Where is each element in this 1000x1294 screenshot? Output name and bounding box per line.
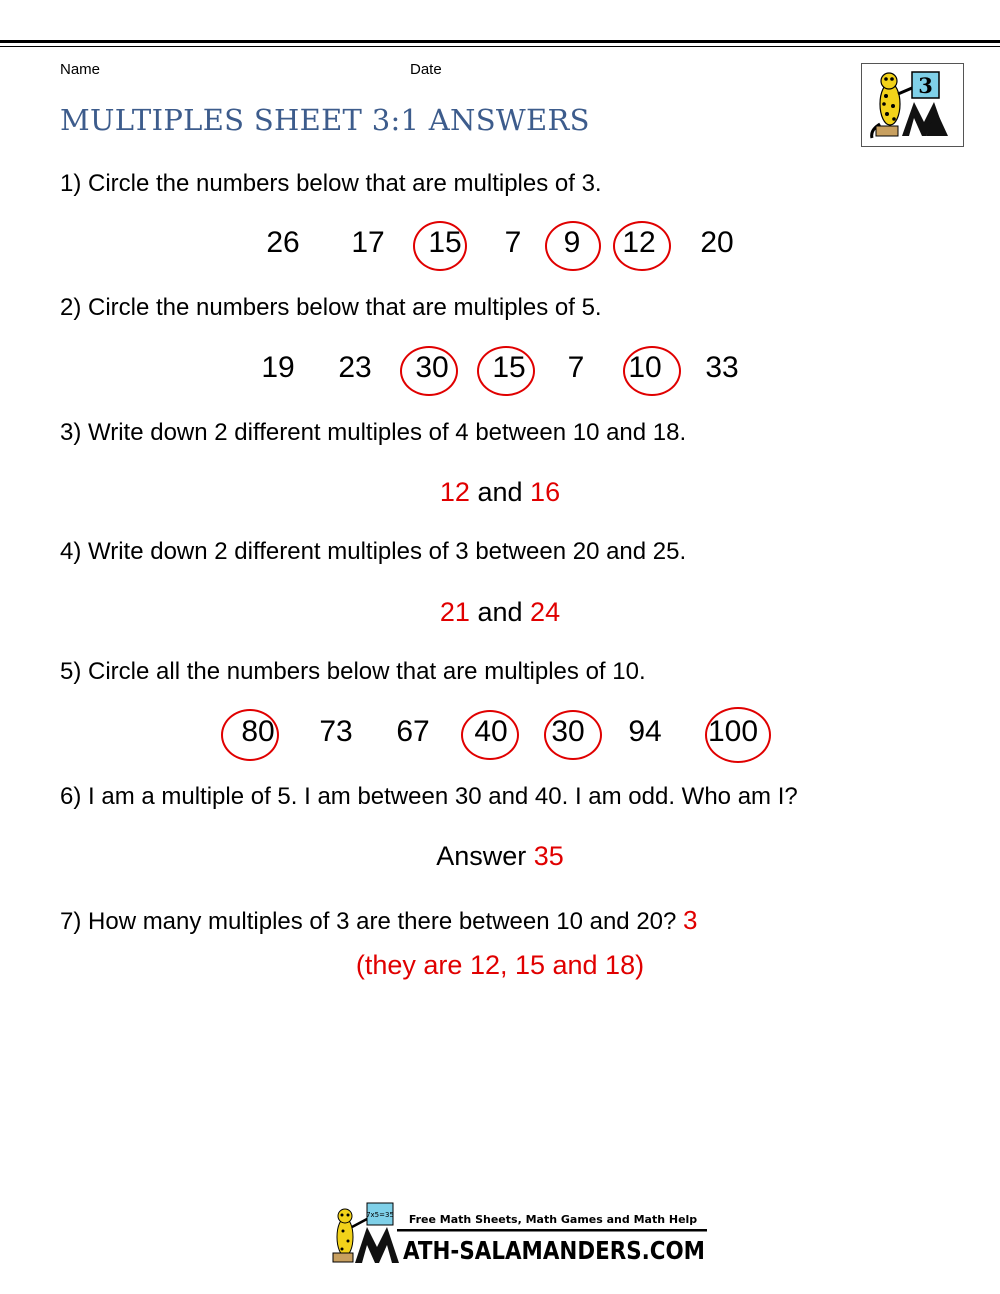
number-circled: 40 [474,715,508,748]
answer-value: 3 [683,905,698,935]
number-circled: 30 [551,715,585,748]
number: 17 [351,226,385,259]
answer-circle [400,346,458,396]
date-label: Date [410,61,442,78]
answer-circle [477,346,535,396]
number: 7 [567,351,585,384]
top-rule [0,40,1000,43]
answer-circle [623,346,681,396]
answer-value: 12 [439,477,470,507]
answer-value: 16 [530,477,561,507]
number-circled: 15 [428,226,462,259]
answer-6 [0,841,1000,872]
answer-circle [544,710,602,760]
top-rule-thin [0,46,1000,47]
answer-circle [545,221,601,271]
sheet-title: MULTIPLES SHEET 3:1 ANSWERS [60,103,590,137]
number: 20 [700,226,734,259]
answer-value: 24 [530,597,561,627]
number-circled: 100 [707,715,759,748]
answer-value: 21 [439,597,470,627]
footer-logo [325,1203,710,1265]
number: 26 [266,226,300,259]
answer-joiner: and [477,477,523,507]
number: 73 [319,715,353,748]
grade-number: 3 [918,73,933,98]
answer-7-explanation [0,950,1000,981]
answer-3 [0,477,1000,508]
number: 67 [396,715,430,748]
footer-tagline: Free Math Sheets, Math Games and Math Help [408,1213,698,1226]
question-6: 6) I am a multiple of 5. I am between 30 and 40. I am odd. Who am I? [60,783,798,810]
number-circled: 30 [415,351,449,384]
answer-value: 35 [533,841,564,871]
answer-circle [613,221,671,271]
question-3: 3) Write down 2 different multiples of 4 between 10 and 18. [60,419,687,446]
number-circled: 12 [622,226,656,259]
answer-circle [413,221,467,271]
salamander-teacher-icon [862,64,962,145]
number-circled: 9 [563,226,581,259]
footer-site-name: ATH-SALAMANDERS.COM [403,1236,705,1265]
number-circled: 80 [241,715,275,748]
number: 19 [261,351,295,384]
answer-circle [461,710,519,760]
answer-label: Answer [436,841,527,871]
question-7 [60,905,698,936]
question-5: 5) Circle all the numbers below that are multiples of 10. [60,658,646,685]
question-4: 4) Write down 2 different multiples of 3 between 20 and 25. [60,538,687,565]
answer-explanation: (they are 12, 15 and 18) [355,950,645,980]
number: 23 [338,351,372,384]
answer-circle [705,707,771,763]
board-text: 7x5=35 [366,1211,394,1219]
name-label: Name [60,61,101,78]
question-2: 2) Circle the numbers below that are multiples of 5. [60,294,602,321]
number-row-1 [0,226,1000,278]
question-1: 1) Circle the numbers below that are multiples of 3. [60,170,602,197]
number-circled: 10 [628,351,662,384]
answer-circle [221,709,279,761]
math-salamanders-logo [325,1203,710,1265]
number-circled: 15 [492,351,526,384]
grade-logo [861,63,964,147]
number: 94 [628,715,662,748]
question-7-text: 7) How many multiples of 3 are there between 10 and 20? [60,908,677,935]
number: 33 [705,351,739,384]
number: 7 [504,226,522,259]
answer-joiner: and [477,597,523,627]
answer-4 [0,597,1000,628]
